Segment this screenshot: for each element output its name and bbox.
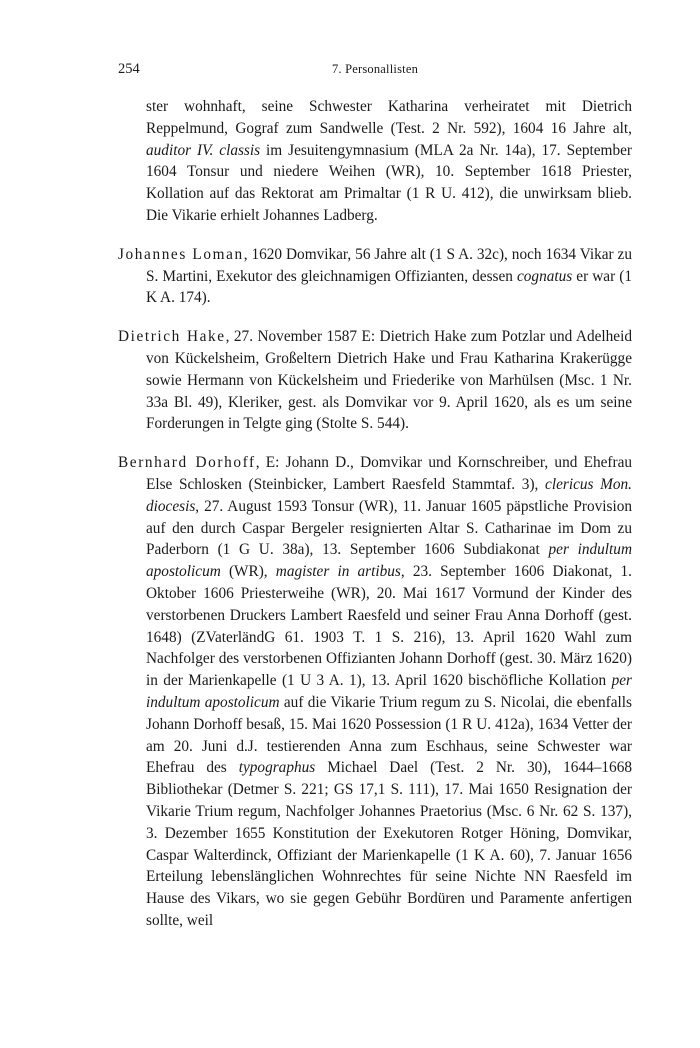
person-name: Dietrich Hake (118, 328, 226, 346)
entry-text: , E: Johann D., Domvikar und Kornschreiber, und Ehefrau Else Schlosken (Steinbicker, Lambert Raesfeld Stammtaf. 3), (146, 454, 633, 493)
italic-term: magister in artibus (275, 563, 401, 581)
italic-term: cognatus (516, 267, 573, 285)
entry-text: , 27. November 1587 E: Dietrich Hake zum Potzlar und Adelheid von Kückelsheim, Großeltern Dietrich Hake und Frau Katharina Krakerügge sowie Hermann von Kückelsheim und Friederike von Marhülsen (Msc. 1 Nr. 33a Bl. 49), Kleriker, gest. als Domvikar vor 9. April 1620, als es um seine Forderungen in Telgte ging (Stolte S. 544). (146, 328, 632, 433)
entry-text: Michael Dael (Test. 2 Nr. 30), 1644–1668 Bibliothekar (Detmer S. 221; GS 17,1 S. 111), 17. Mai 1650 Resignation der Vikarie Trium regum, Nachfolger Johannes Praetorius (Msc. 6 Nr. 62 S. 137), 3. Dezember 1655 Konstitution der Exekutoren Rotger Höning, Domvikar, Caspar Walterdinck, Offiziant der Marienkapelle (1 K A. 60), 7. Januar 1656 Erteilung lebenslänglichen Wohnrechtes für seine Nichte NN Raesfeld im Hause des Vikars, wo sie gegen Gebühr Bordüren und Paramente anfertigen sollte, weil (146, 759, 632, 929)
entry-continuation (118, 96, 632, 227)
entry-text: ster wohnhaft, seine Schwester Katharina verheiratet mit Dietrich Reppelmund, Gograf zum Sandwelle (Test. 2 Nr. 592), 1604 16 Jahre alt, (146, 98, 632, 137)
entry-text: , 1620 Domvikar, 56 Jahre alt (1 S A. 32c), noch 1634 Vikar zu S. Martini, Exekutor des gleichnamigen Offizianten, dessen (146, 245, 632, 285)
italic-term: auditor IV. classis (146, 141, 261, 159)
entry-text: , 23. September 1606 Diakonat, 1. Oktober 1606 Priesterweihe (WR), 20. Mai 1617 Vormund der Kinder des verstorbenen Druckers Lambert Raesfeld und seiner Frau Anna Dorhoff (gest. 1648) (ZVaterländG 61. 1903 T. 1 S. 216), 13. April 1620 Wahl zum Nachfolger des verstorbenen Offizianten Johann Dorhoff (gest. 30. März 1620) in der Marienkapelle (1 U 3 A. 1), 13. April 1620 bischöfliche Kollation (146, 563, 632, 690)
page-header (118, 61, 632, 83)
entry-johannes-loman (118, 244, 632, 309)
person-name: Johannes Loman (118, 245, 244, 263)
entry-text: auf die Vikarie Trium regum zu S. Nicolai, die ebenfalls Johann Dorhoff besaß, 15. Mai 1620 Possession (1 R U. 412a), 1634 Vetter der am 20. Juni d.J. testierenden Anna zum Eschhaus, seine Schwester war Ehefrau des (146, 693, 632, 777)
person-name: Bernhard Dorhoff (118, 454, 256, 472)
entry-dietrich-hake (118, 326, 632, 435)
entry-text: er war (1 K A. 174). (146, 267, 632, 307)
italic-term: per indultum apostolicum (146, 541, 633, 581)
running-title: 7. Personallisten (331, 62, 419, 76)
entry-text: im Jesuitengymnasium (MLA 2a Nr. 14a), 17. September 1604 Tonsur und niedere Weihen (WR), 10. September 1618 Priester, Kollation auf das Rektorat am Primaltar (1 R U. 412), die unwirksam blieb. Die Vikarie erhielt Johannes Ladberg. (146, 141, 632, 224)
italic-term: per indultum apostolicum (146, 672, 632, 711)
entry-text: (WR), (220, 563, 276, 581)
entry-text: , 27. August 1593 Tonsur (WR), 11. Januar 1605 päpstliche Provision auf den durch Caspar Bergeler resignierten Altar S. Catharinae im Dom zu Paderborn (1 G U. 38a), 13. September 1606 Subdiakonat (146, 497, 632, 559)
italic-term: clericus Mon. diocesis (146, 475, 632, 515)
page-number: 254 (118, 61, 140, 77)
entry-bernhard-dorhoff (118, 452, 632, 932)
page-body (118, 96, 632, 932)
italic-term: typographus (238, 759, 316, 777)
